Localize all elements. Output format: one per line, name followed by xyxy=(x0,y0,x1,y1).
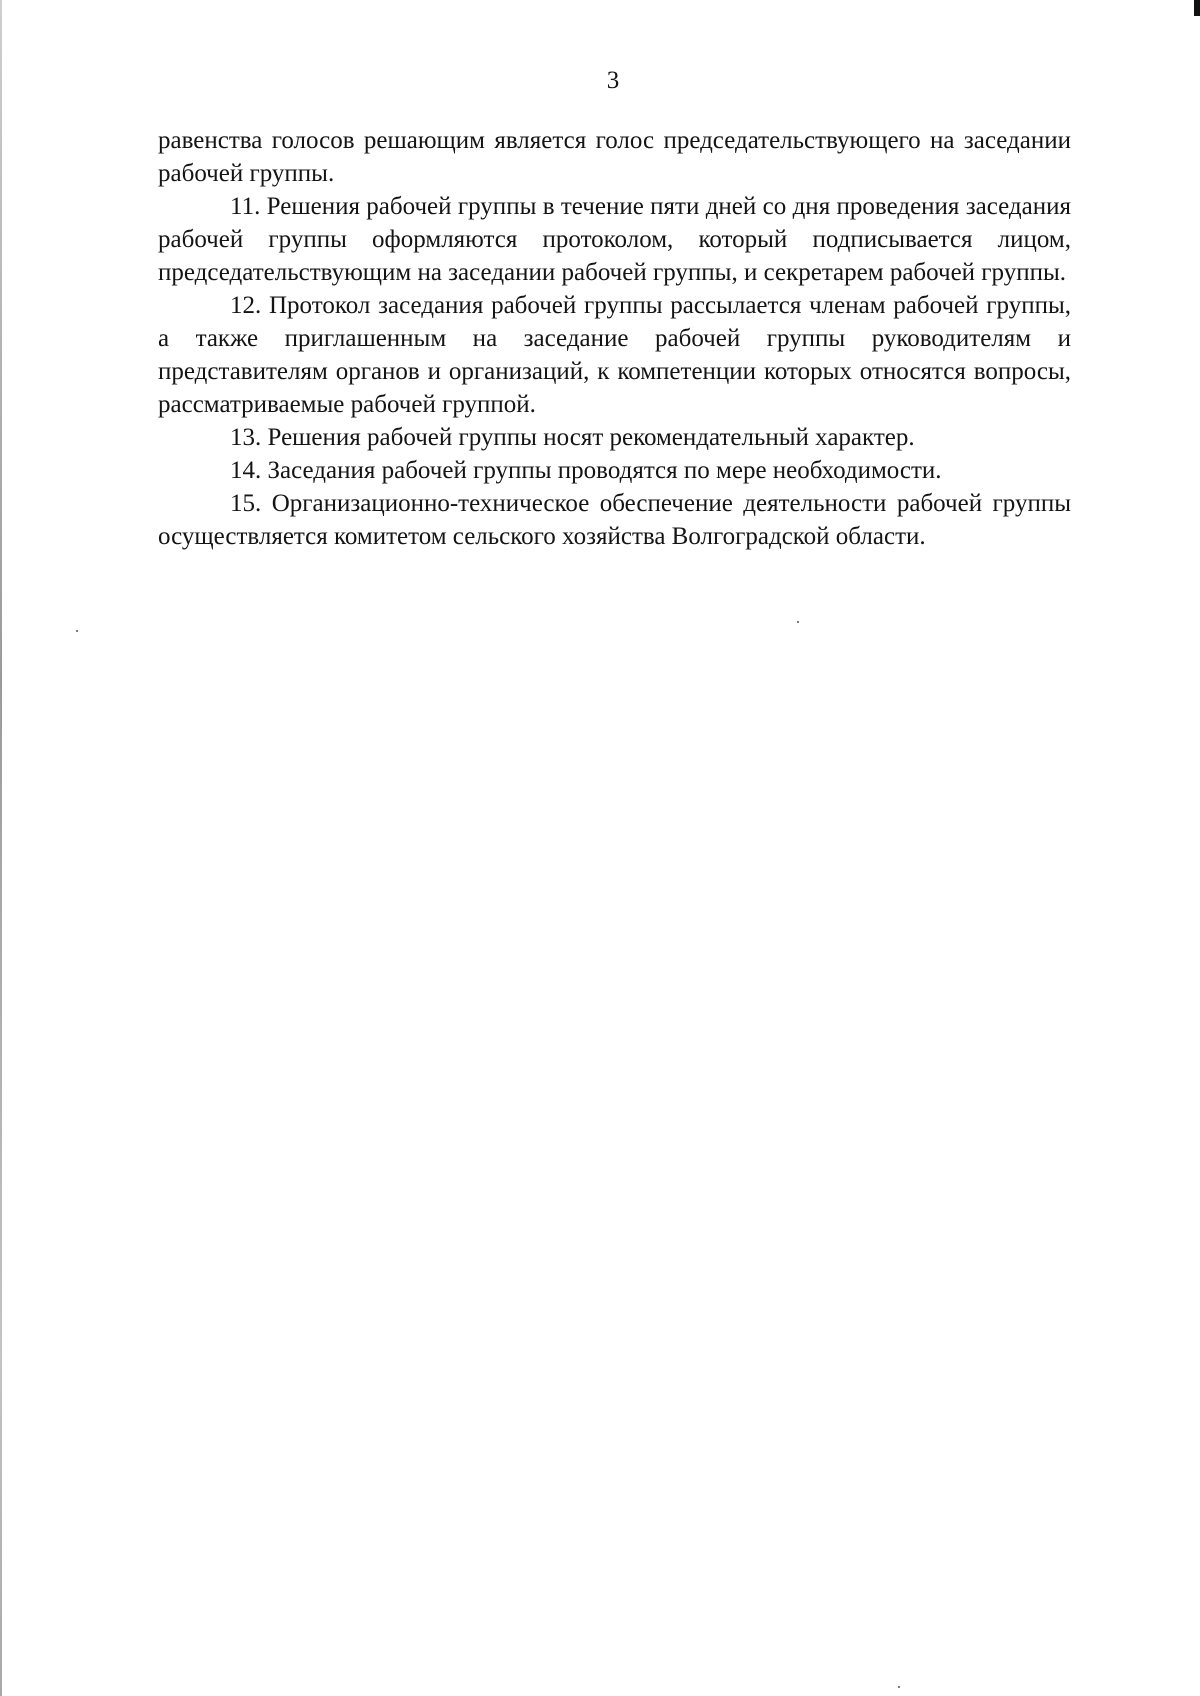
paragraph-item-12: 12. Протокол заседания рабочей группы рассылается членам рабочей группы, а также приглашенным на заседание рабочей группы руководителям и представителям органов и организаций, к компетенции которых относятся вопросы, рассматриваемые рабочей группой. xyxy=(158,292,1071,418)
scan-speck xyxy=(76,630,78,632)
scan-corner-mark xyxy=(1194,0,1200,16)
paragraph-item-11: 11. Решения рабочей группы в течение пяти дней со дня проведения заседания рабочей группы оформляются протоколом, который подписывается лицом, председательствующим на заседании рабочей группы, и секретарем рабочей группы. xyxy=(158,193,1071,286)
scan-speck xyxy=(797,621,799,623)
page-number: 3 xyxy=(606,67,620,94)
scan-edge-line xyxy=(0,0,2,1696)
paragraph-item-14: 14. Заседания рабочей группы проводятся по мере необходимости. xyxy=(230,457,942,484)
document-body xyxy=(158,124,1071,553)
paragraph-item-13: 13. Решения рабочей группы носят рекомендательный характер. xyxy=(230,424,915,451)
paragraph-continuation: равенства голосов решающим является голос председательствующего на заседании рабочей группы. xyxy=(158,127,1071,187)
scan-speck xyxy=(898,1686,900,1688)
paragraph-item-15: 15. Организационно-техническое обеспечение деятельности рабочей группы осуществляется комитетом сельского хозяйства Волгоградской области. xyxy=(158,490,1071,550)
